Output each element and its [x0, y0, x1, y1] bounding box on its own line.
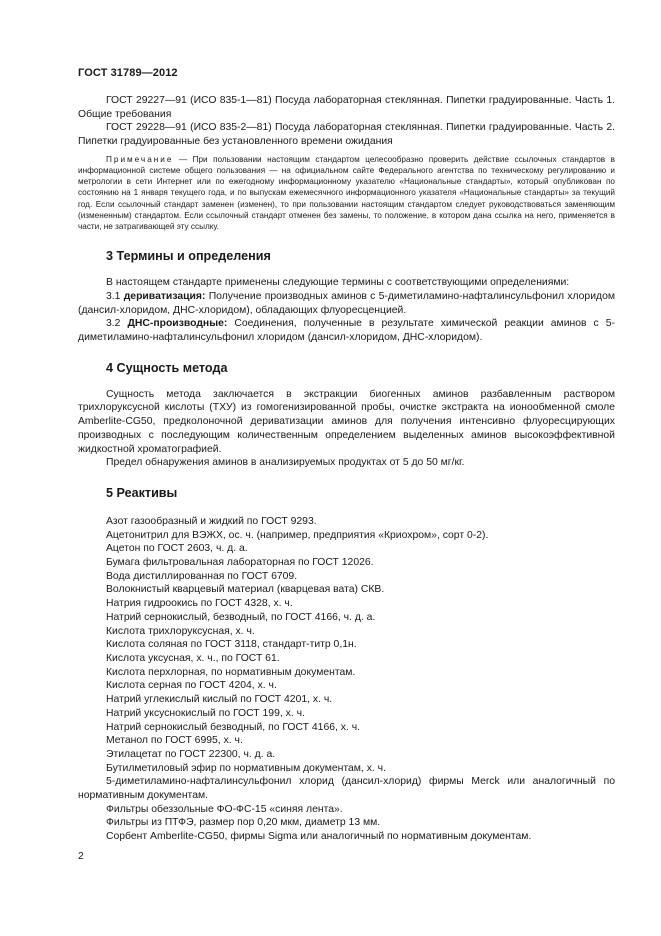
- term-definition-text: Соединения, полученные в результате химической реакции аминов с 5-диметиламино-нафталинсульфонил хлоридом (дансил-хлоридом, ДНС-хлоридом).: [78, 318, 615, 344]
- reagent-item: Кислота соляная по ГОСТ 3118, стандарт-титр 0,1н.: [106, 639, 357, 651]
- reagent-item: Кислота трихлоруксусная, х. ч.: [106, 625, 255, 637]
- terms-intro: В настоящем стандарте применены следующие термины с соответствующими определениями:: [106, 277, 570, 289]
- section-heading-reagents: 5 Реактивы: [106, 485, 178, 500]
- document-body: [78, 94, 615, 844]
- reagent-item: Ацетонитрил для ВЭЖХ, ос. ч. (например, предприятия «Криохром», сорт 0-2).: [106, 529, 489, 541]
- reagent-item: Натрий уксуснокислый по ГОСТ 199, х. ч.: [106, 707, 305, 719]
- reagent-item: Вода дистиллированная по ГОСТ 6709.: [106, 570, 298, 582]
- reagent-item: Натрия гидроокись по ГОСТ 4328, х. ч.: [106, 598, 293, 610]
- note-paragraph: [78, 154, 615, 232]
- term-definition: [78, 290, 615, 317]
- note-label: Примечание: [106, 154, 174, 164]
- reagent-item: Метанол по ГОСТ 6995, х. ч.: [106, 735, 243, 747]
- reagent-item: 5-диметиламино-нафталинсульфонил хлорид (дансил-хлорид) фирмы Merck или аналогичный по нормативным документам.: [78, 776, 615, 802]
- section-heading-terms: 3 Термины и определения: [106, 249, 271, 264]
- reagent-item: Этилацетат по ГОСТ 22300, ч. д. а.: [106, 748, 276, 760]
- reagent-item: Азот газообразный и жидкий по ГОСТ 9293.: [106, 515, 317, 527]
- reagent-item: Кислота серная по ГОСТ 4204, х. ч.: [106, 680, 277, 692]
- normative-reference: ГОСТ 29227—91 (ИСО 835-1—81) Посуда лабораторная стеклянная. Пипетки градуированные. Часть 1. Общие требования: [78, 95, 615, 120]
- term-name: дериватизация:: [123, 290, 206, 302]
- reagent-item: Натрий сернокислый, безводный, по ГОСТ 4166, ч. д. а.: [106, 611, 376, 623]
- reagent-item: Натрий сернокислый безводный, по ГОСТ 4166, х. ч.: [106, 721, 361, 733]
- reagent-item: Бутилметиловый эфир по нормативным документам, х. ч.: [106, 762, 386, 774]
- reagent-item: Натрий углекислый кислый по ГОСТ 4201, х. ч.: [106, 694, 333, 706]
- term-name: ДНС-производные:: [127, 318, 228, 330]
- term-number: 3.1: [106, 290, 121, 302]
- document-code-header: ГОСТ 31789—2012: [78, 67, 178, 79]
- reagent-item: Сорбент Amberlite-CG50, фирмы Sigma или аналогичный по нормативным документам.: [106, 831, 532, 843]
- reagent-item: Кислота перхлорная, по нормативным документам.: [106, 666, 356, 678]
- reagent-item: Волокнистый кварцевый материал (кварцевая вата) СКВ.: [106, 584, 385, 596]
- normative-reference: ГОСТ 29228—91 (ИСО 835-2—81) Посуда лабораторная стеклянная. Пипетки градуированные. Часть 2. Пипетки градуированные без установленного времени ожидания: [78, 122, 615, 148]
- reagent-item: Фильтры из ПТФЭ, размер пор 0,20 мкм, диаметр 13 мм.: [106, 817, 381, 829]
- section-heading-method: 4 Сущность метода: [106, 360, 228, 375]
- term-definition: [78, 317, 615, 344]
- term-definition-text: Получение производных аминов с 5-диметиламино-нафталинсульфонил хлоридом (дансил-хлоридом, ДНС-хлоридом), обладающих флуоресценцией.: [78, 290, 615, 316]
- reagent-item: Ацетон по ГОСТ 2603, ч. д. а.: [106, 543, 248, 555]
- page-number: 2: [78, 851, 84, 862]
- note-text: — При пользовании настоящим стандартом целесообразно проверить действие ссылочных стандартов в информационной системе общего пользования — на официальном сайте Федерального агентства по техническому регулированию и метрологии в сети Интернет или по ежегодному информационному указателю «Национальные стандарты», который опубликован по состоянию на 1 января текущего года, и по выпускам ежемесячного информационного указателя «Национальные стандарты» за текущий год. Если ссылочный стандарт заменен (изменен), то при пользовании настоящим стандартом следует руководствоваться заменяющим (измененным) стандартом. Если ссылочный стандарт отменен без замены, то положение, в котором дана ссылка на него, применяется в части, не затрагивающей эту ссылку.: [78, 154, 615, 232]
- term-number: 3.2: [106, 318, 121, 330]
- reagent-item: Кислота уксусная, х. ч., по ГОСТ 61.: [106, 653, 280, 664]
- reagents-list: [78, 515, 615, 844]
- reagent-item: Бумага фильтровальная лабораторная по ГОСТ 12026.: [106, 557, 374, 569]
- reagent-item: Фильтры обеззольные ФО-ФС-15 «синяя лента».: [106, 803, 343, 815]
- method-paragraph: Сущность метода заключается в экстракции биогенных аминов разбавленным раствором трихлоруксусной кислоты (ТХУ) из гомогенизированной пробы, очистке экстракта на ионообменной смоле Amberlite-CG50, предколоночной дериватизации аминов для получения интенсивно флуоресцирующих производных с последующим количественным определением выделенных аминов высокоэффективной жидкостной хроматографией.: [78, 388, 615, 455]
- method-paragraph: Предел обнаружения аминов в анализируемых продуктах от 5 до 50 мг/кг.: [106, 457, 465, 469]
